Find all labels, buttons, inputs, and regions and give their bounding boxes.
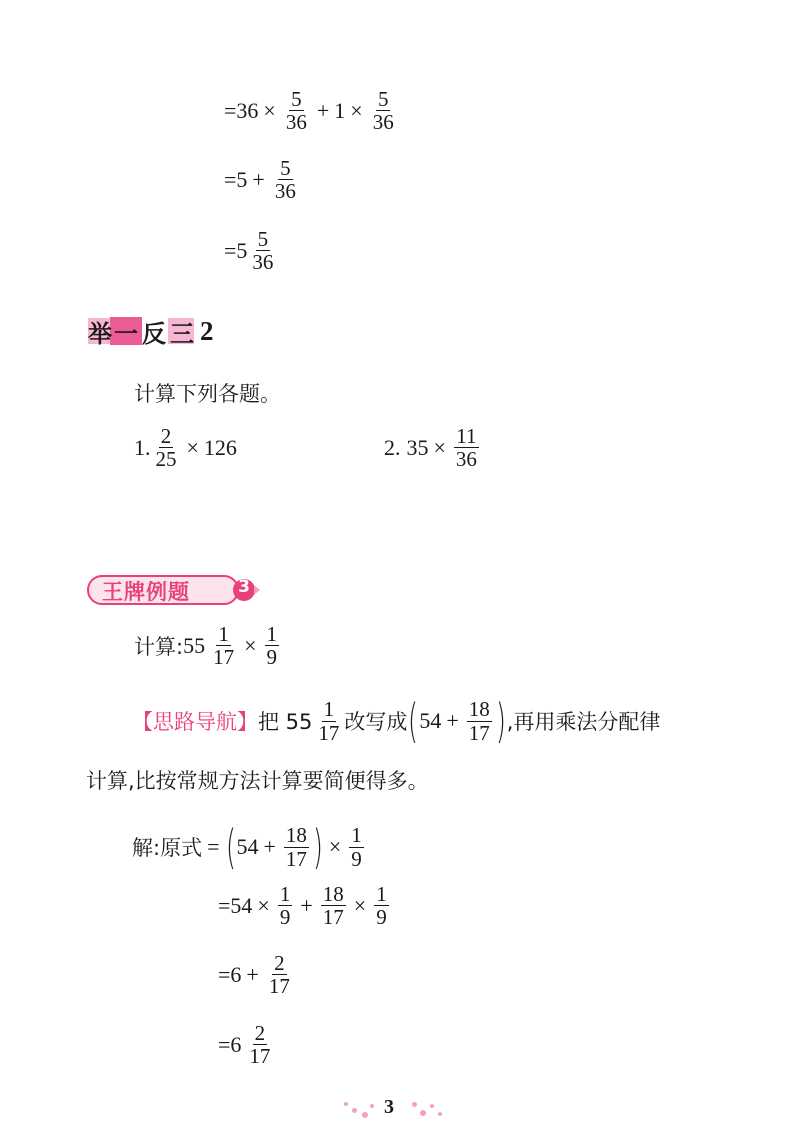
number: 35 — [406, 434, 429, 460]
hint-label: 【思路导航】 — [132, 710, 258, 734]
equals-sign: = — [207, 834, 220, 859]
times-sign: × — [186, 434, 199, 460]
number: 5 — [236, 237, 248, 263]
badge-char: 举 — [88, 320, 112, 348]
hint-line-2: 计算,比按常规方法计算要简便得多。 — [86, 769, 429, 793]
plus-sign: + — [300, 892, 313, 918]
item-label: 1. — [134, 434, 151, 460]
times-sign: × — [353, 892, 367, 918]
plus-sign: + — [252, 166, 265, 192]
solution-line — [218, 883, 392, 928]
number: 6 — [230, 1031, 242, 1057]
times-sign: × — [257, 892, 270, 918]
times-sign: × — [244, 632, 257, 658]
number: 1 — [334, 97, 346, 123]
page-footer — [340, 1092, 450, 1126]
badge-char: 三 — [170, 320, 194, 348]
decor-dot — [362, 1112, 368, 1118]
plus-sign: + — [316, 97, 330, 123]
number: 54 — [230, 892, 253, 918]
practice-item-1 — [134, 425, 237, 470]
solution-line — [218, 952, 295, 997]
times-sign: × — [350, 97, 363, 123]
hint-text: 把 55 — [258, 710, 313, 734]
fraction: $\frac{1}{9}$ — [376, 882, 387, 930]
number: 6 — [230, 961, 242, 987]
equals-sign: = — [218, 892, 231, 918]
badge-title: 王牌例题 — [102, 580, 190, 604]
fraction: $\frac{1}{9}$ — [266, 622, 277, 670]
times-sign: × — [328, 834, 342, 859]
solution-line — [224, 228, 278, 273]
left-paren: ( — [225, 820, 236, 874]
badge-number: 2 — [200, 316, 214, 346]
fraction: $\frac{5}{36}$ — [274, 156, 296, 204]
fraction: $\frac{2}{17}$ — [268, 951, 290, 999]
times-sign: × — [263, 97, 276, 123]
plus-sign: + — [446, 708, 459, 733]
decor-dot — [352, 1108, 357, 1113]
number: 126 — [203, 434, 237, 460]
right-paren: ) — [495, 694, 506, 748]
number: 36 — [236, 97, 259, 123]
decor-dot — [438, 1112, 442, 1116]
fraction: $\frac{1}{17}$ — [318, 697, 340, 745]
example-badge — [86, 573, 261, 607]
question-prefix: 计算: — [134, 634, 184, 659]
number: 5 — [236, 166, 248, 192]
decor-dot — [344, 1102, 348, 1106]
hint-text: 改写成 — [344, 710, 408, 734]
fraction: $\frac{2}{17}$ — [249, 1021, 271, 1069]
fraction: $\frac{5}{36}$ — [252, 227, 274, 275]
equals-sign: = — [218, 961, 231, 987]
fraction: $\frac{1}{17}$ — [213, 622, 235, 670]
solution-line — [132, 820, 367, 874]
fraction: $\frac{18}{17}$ — [468, 697, 490, 745]
badge-char: 一 — [114, 320, 138, 348]
fraction: $\frac{1}{9}$ — [279, 882, 291, 930]
number: 54 — [419, 708, 442, 733]
equals-sign: = — [224, 237, 237, 263]
fraction: $\frac{1}{9}$ — [351, 823, 362, 871]
practice-item-2 — [384, 425, 482, 470]
hint-text: ,再用乘法分配律 — [506, 710, 661, 734]
decor-dot — [420, 1110, 426, 1116]
item-label: 2. — [384, 434, 401, 460]
decor-dot — [370, 1104, 374, 1108]
plus-sign: + — [263, 834, 276, 859]
plus-sign: + — [246, 961, 259, 987]
decor-dot — [412, 1102, 417, 1107]
fraction: $\frac{5}{36}$ — [285, 87, 307, 135]
equals-sign: = — [218, 1031, 231, 1057]
hint-line — [132, 694, 661, 748]
solution-prefix: 解:原式 — [132, 836, 203, 860]
fraction: $\frac{18}{17}$ — [322, 882, 344, 930]
solution-line — [224, 88, 399, 133]
practice-badge — [88, 312, 278, 348]
fraction: $\frac{5}{36}$ — [372, 87, 394, 135]
badge-char: 反 — [142, 320, 166, 348]
practice-instruction: 计算下列各题。 — [134, 382, 281, 406]
fraction: $\frac{2}{25}$ — [155, 424, 177, 472]
solution-line — [224, 157, 301, 202]
equals-sign: = — [224, 166, 237, 192]
right-paren: ) — [312, 820, 323, 874]
times-sign: × — [433, 434, 446, 460]
fraction: $\frac{18}{17}$ — [285, 823, 307, 871]
example-question — [134, 623, 282, 668]
left-paren: ( — [408, 694, 419, 748]
number: 54 — [236, 834, 259, 859]
number: 55 — [183, 632, 206, 658]
decor-dot — [430, 1104, 434, 1108]
solution-line — [218, 1022, 275, 1067]
page-number: 3 — [384, 1096, 394, 1118]
badge-number: 3 — [238, 577, 250, 597]
equals-sign: = — [224, 97, 237, 123]
fraction: $\frac{11}{36}$ — [455, 424, 477, 472]
